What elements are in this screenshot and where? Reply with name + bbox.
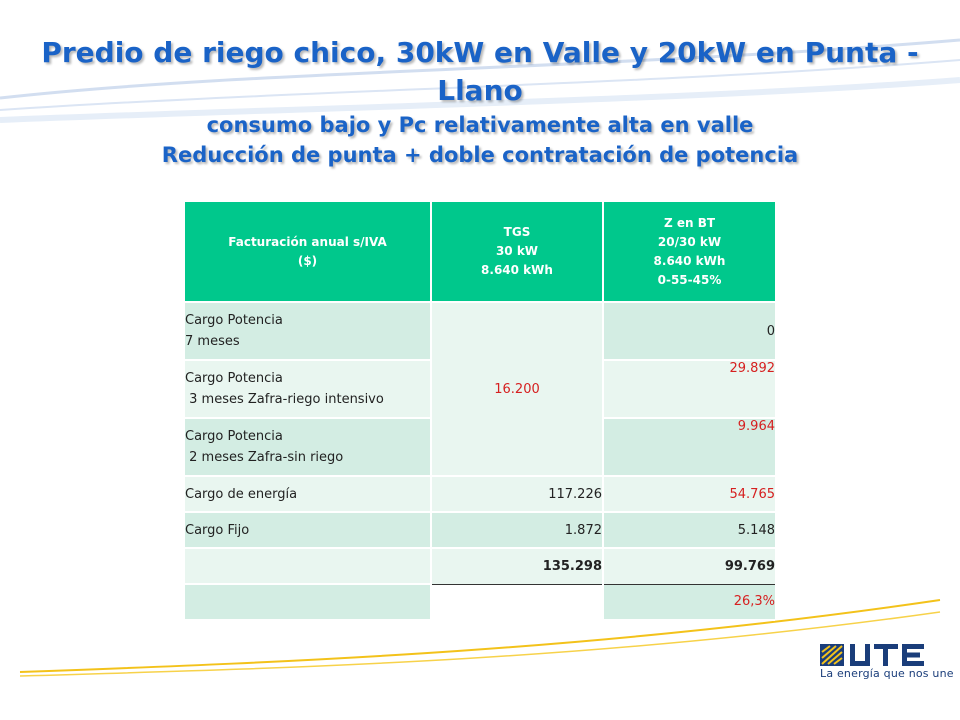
header-text: 8.640 kWh xyxy=(653,253,726,268)
label-line: 2 meses Zafra-sin riego xyxy=(185,450,344,465)
z-value: 5.148 xyxy=(603,512,775,548)
billing-table xyxy=(185,202,775,621)
row-label-empty xyxy=(185,584,431,620)
z-value: 54.765 xyxy=(603,476,775,512)
header-text: Facturación anual s/IVA xyxy=(228,234,387,249)
table-row xyxy=(185,476,775,512)
table-row xyxy=(185,302,775,360)
header-facturacion xyxy=(185,202,431,302)
header-text: 30 kW xyxy=(495,244,539,258)
z-total: 99.769 xyxy=(603,548,775,584)
row-label xyxy=(185,360,431,418)
table-header-row xyxy=(185,202,775,302)
header-text: TGS xyxy=(503,225,531,239)
row-label xyxy=(185,418,431,476)
slide-title: Predio de riego chico, 30kW en Valle y 20kW en Punta -Llano xyxy=(41,36,919,107)
logo-wordmark-icon xyxy=(850,644,924,666)
z-value: 9.964 xyxy=(603,418,775,476)
table-row-total xyxy=(185,548,775,584)
header-text: 8.640 kWh xyxy=(481,263,553,277)
label-line: Cargo Potencia xyxy=(185,313,283,328)
header-text: 0-55-45% xyxy=(657,272,722,287)
label-line: Cargo Potencia xyxy=(185,371,283,386)
ute-logo xyxy=(818,640,942,688)
tgs-value: 1.872 xyxy=(431,512,603,548)
tgs-total: 135.298 xyxy=(431,548,603,584)
header-text: Z en BT xyxy=(663,215,716,230)
header-tgs xyxy=(431,202,603,302)
slide-subtitle-2: Reducción de punta + doble contratación de potencia xyxy=(161,143,799,167)
tgs-empty xyxy=(431,584,603,620)
row-label-empty xyxy=(185,548,431,584)
row-label: Cargo Fijo xyxy=(185,512,431,548)
tgs-potencia-value: 16.200 xyxy=(431,302,603,476)
row-label xyxy=(185,302,431,360)
header-z-bt xyxy=(603,202,775,302)
logo-tagline: La energía que nos une xyxy=(820,667,954,680)
label-line: 7 meses xyxy=(185,334,240,349)
table-row xyxy=(185,512,775,548)
z-value: 29.892 xyxy=(603,360,775,418)
label-line: 3 meses Zafra-riego intensivo xyxy=(185,392,384,407)
label-line: Cargo Potencia xyxy=(185,429,283,444)
z-value: 0 xyxy=(603,302,775,360)
header-text: 20/30 kW xyxy=(657,234,722,249)
row-label: Cargo de energía xyxy=(185,476,431,512)
table-row-savings xyxy=(185,584,775,620)
slide-subtitle: consumo bajo y Pc relativamente alta en valle xyxy=(206,113,754,137)
logo-mark-icon xyxy=(820,644,844,666)
slide-titles xyxy=(0,34,960,170)
logo-brand-text: UTE xyxy=(818,640,820,641)
savings-percent: 26,3% xyxy=(603,584,775,620)
header-text: ($) xyxy=(297,253,318,268)
tgs-value: 117.226 xyxy=(431,476,603,512)
